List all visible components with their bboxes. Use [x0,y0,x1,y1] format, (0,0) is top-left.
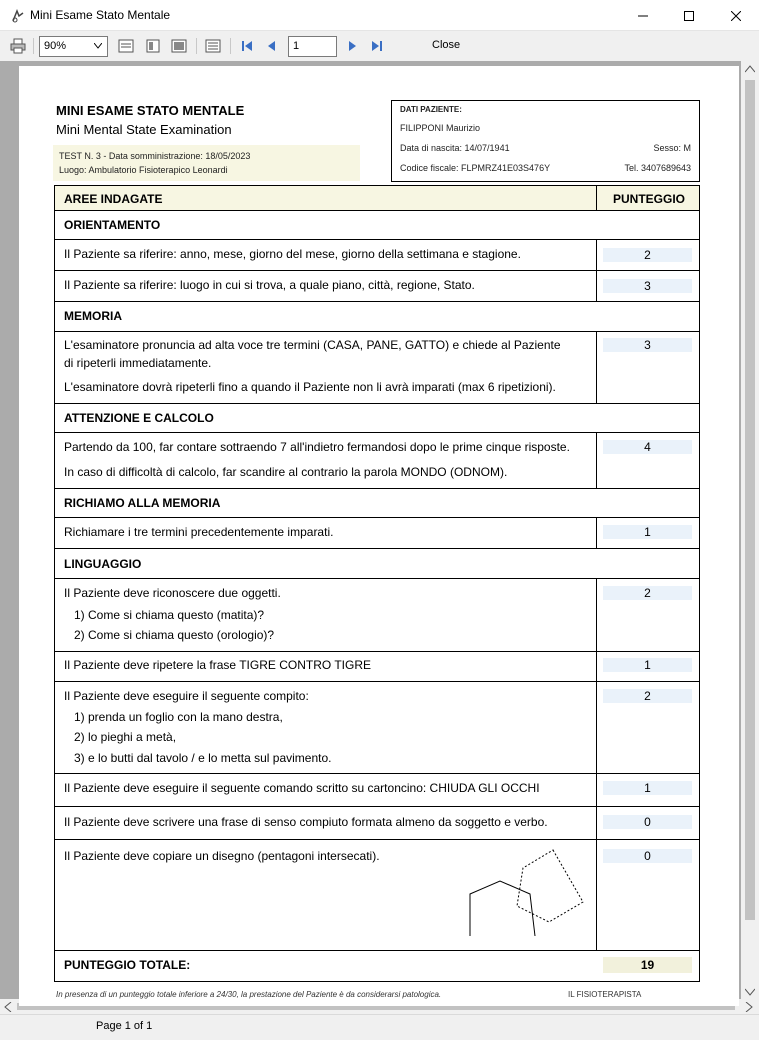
section-linguaggio: LINGUAGGIO [64,557,142,571]
two-pages-icon[interactable] [170,37,188,55]
zoom-value: 90% [44,40,67,52]
item-score: 1 [603,658,692,672]
section-richiamo: RICHIAMO ALLA MEMORIA [64,496,221,510]
pentagon-drawing [465,846,595,941]
item-text: di ripeterli immediatamente. [64,356,212,370]
scroll-right-icon[interactable] [745,1002,753,1012]
item-text: Il Paziente deve scrivere una frase di senso compiuto formata almeno da soggetto e verbo. [64,815,548,829]
thumbnails-icon[interactable] [204,37,222,55]
next-page-icon[interactable] [343,37,361,55]
close-icon [731,11,741,21]
patient-data-box [391,100,700,182]
page-number-input[interactable] [288,36,337,57]
item-score: 2 [603,248,692,262]
item-text: L'esaminatore dovrà ripeterli fino a quando il Paziente non li avrà imparati (max 6 ripetizioni). [64,380,556,394]
report-subtitle: Mini Mental State Examination [56,122,232,137]
patient-name: FILIPPONI Maurizio [400,123,481,133]
item-score: 1 [603,781,692,795]
item-score: 2 [603,689,692,703]
footnote: In presenza di un punteggio totale inferiore a 24/30, la prestazione del Paziente è da considerarsi patologica. [56,990,442,999]
assessment-table [54,185,700,982]
item-score: 2 [603,586,692,600]
scroll-up-icon[interactable] [745,65,755,73]
item-score: 3 [603,338,692,352]
scroll-left-icon[interactable] [4,1002,12,1012]
patient-header: DATI PAZIENTE: [400,105,462,114]
close-window-button[interactable] [713,0,759,31]
app-icon [10,8,26,24]
test-line: TEST N. 3 - Data somministrazione: 18/05/2023 [59,151,251,161]
patient-birth: Data di nascita: 14/07/1941 [400,143,510,153]
last-page-icon[interactable] [368,37,386,55]
item-text: Il Paziente deve eseguire il seguente compito: [64,689,309,703]
col-score: PUNTEGGIO [613,192,686,206]
item-subtext: 3) e lo butti dal tavolo / e lo metta sul pavimento. [74,751,332,765]
item-score: 4 [603,440,692,454]
item-subtext: 1) Come si chiama questo (matita)? [74,608,265,622]
col-areas: AREE INDAGATE [64,192,163,206]
patient-sex: Sesso: M [653,143,691,153]
item-text: Richiamare i tre termini precedentemente imparati. [64,525,334,539]
maximize-button[interactable] [666,0,712,31]
vertical-scroll-thumb[interactable] [745,80,755,920]
print-icon[interactable] [9,37,27,55]
place-line: Luogo: Ambulatorio Fisioterapico Leonardi [59,165,228,175]
item-subtext: 2) Come si chiama questo (orologio)? [74,628,275,642]
item-text: Il Paziente sa riferire: anno, mese, giorno del mese, giorno della settimana e stagione. [64,247,521,261]
scroll-down-icon[interactable] [745,988,755,996]
maximize-icon [684,11,694,21]
window-title: Mini Esame Stato Mentale [30,8,171,22]
item-text: Partendo da 100, far contare sottraendo 7 all'indietro fermandosi dopo le prime cinque risposte. [64,440,570,454]
total-label: PUNTEGGIO TOTALE: [64,958,191,972]
item-text: Il Paziente deve copiare un disegno (pentagoni intersecati). [64,849,380,863]
close-preview-button[interactable]: Close [432,39,461,51]
page-status: Page 1 of 1 [96,1020,153,1032]
patient-fiscal-code: Codice fiscale: FLPMRZ41E03S476Y [400,163,551,173]
chevron-down-icon [94,43,102,49]
item-text: Il Paziente sa riferire: luogo in cui si trova, a quale piano, città, regione, Stato. [64,278,475,292]
previous-page-icon[interactable] [263,37,281,55]
item-text: In caso di difficoltà di calcolo, far scandire al contrario la parola MONDO (ODNOM). [64,465,508,479]
minimize-button[interactable] [620,0,666,31]
item-subtext: 2) lo pieghi a metà, [74,730,177,744]
page-width-icon[interactable] [117,37,135,55]
item-score: 0 [603,815,692,829]
item-text: L'esaminatore pronuncia ad alta voce tre termini (CASA, PANE, GATTO) e chiede al Paziente [64,338,561,352]
signature-label: IL FISIOTERAPISTA [568,990,642,999]
item-score: 0 [603,849,692,863]
minimize-icon [638,11,648,21]
patient-phone: Tel. 3407689643 [624,163,691,173]
section-orientamento: ORIENTAMENTO [64,218,161,232]
single-page-icon[interactable] [144,37,162,55]
zoom-select[interactable] [39,36,108,57]
item-text: Il Paziente deve riconoscere due oggetti. [64,586,281,600]
test-info-box [53,145,360,181]
item-score: 1 [603,525,692,539]
page-number-value: 1 [293,40,300,52]
report-title: MINI ESAME STATO MENTALE [56,103,245,118]
item-text: Il Paziente deve eseguire il seguente comando scritto su cartoncino: CHIUDA GLI OCCHI [64,781,540,795]
table-header [55,186,699,211]
item-text: Il Paziente deve ripetere la frase TIGRE CONTRO TIGRE [64,658,371,672]
section-memoria: MEMORIA [64,309,122,323]
item-subtext: 1) prenda un foglio con la mano destra, [74,710,283,724]
item-score: 3 [603,279,692,293]
section-attenzione: ATTENZIONE E CALCOLO [64,411,214,425]
first-page-icon[interactable] [238,37,256,55]
total-score: 19 [603,957,692,973]
